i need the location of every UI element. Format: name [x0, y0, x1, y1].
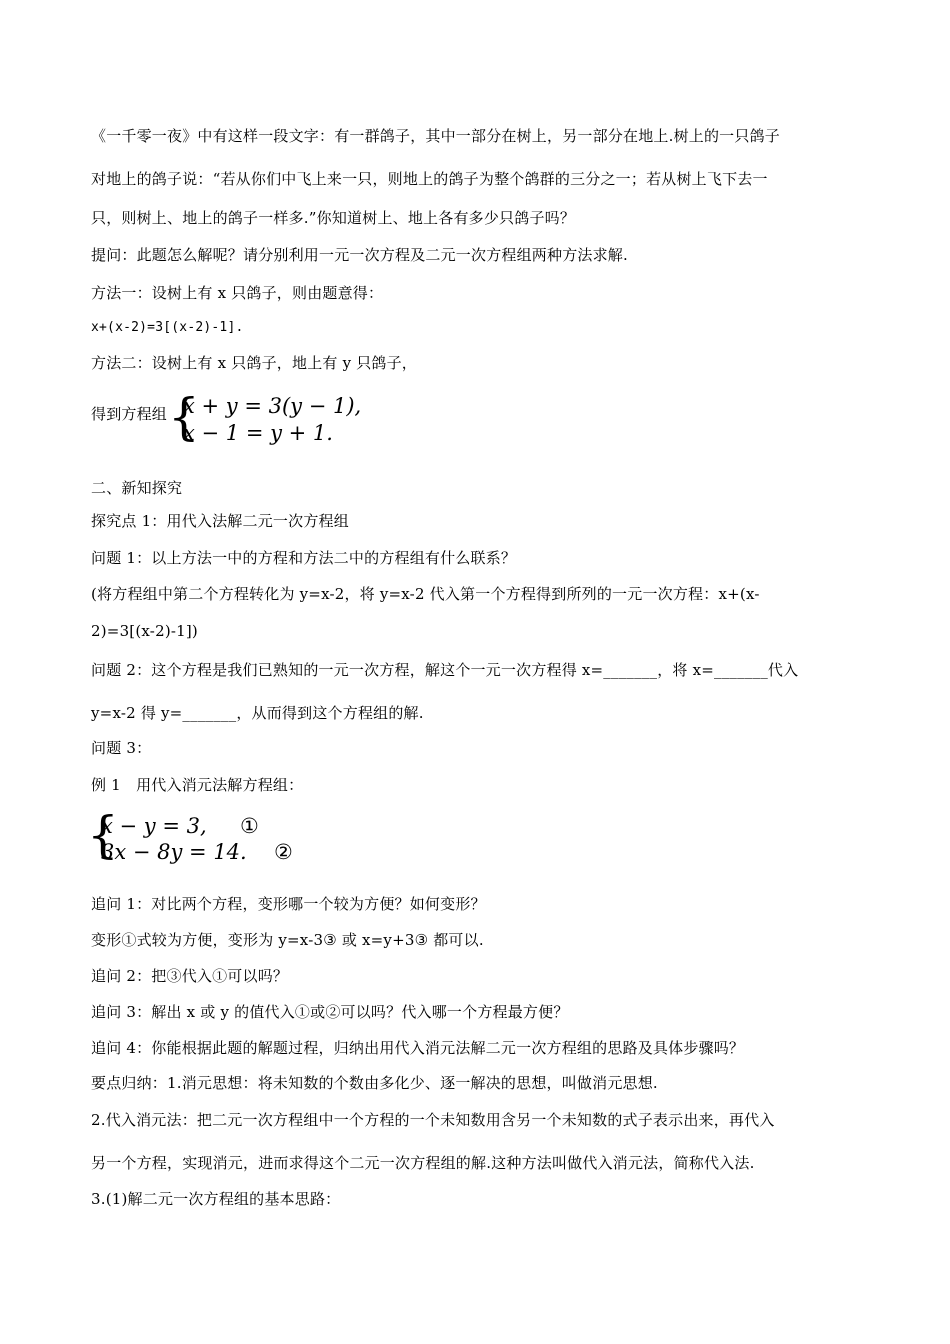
question-3: 问题 3： — [91, 739, 152, 757]
key-summary-1: 要点归纳：1.消元思想：将未知数的个数由多化少、逐一解决的思想，叫做消元思想. — [91, 1074, 658, 1092]
system-prefix: 得到方程组 — [91, 405, 168, 423]
follow-up-1-answer: 变形①式较为方便，变形为 y=x-3③ 或 x=y+3③ 都可以. — [91, 931, 484, 949]
example-1: 例 1 用代入消元法解方程组： — [91, 776, 304, 794]
intro-line-1: 《一千零一夜》中有这样一段文字：有一群鸽子，其中一部分在树上，另一部分在地上.树上的一只鸽子 — [91, 127, 780, 145]
section-title: 二、新知探究 — [91, 479, 183, 497]
key-summary-3: 3.(1)解二元一次方程组的基本思路： — [91, 1190, 341, 1208]
key-summary-2-line-1: 2.代入消元法：把二元一次方程组中一个方程的一个未知数用含另一个未知数的式子表示出来，再代入 — [91, 1111, 775, 1129]
system2-row2-mark: ② — [274, 840, 293, 864]
system1-row2: x − 1 = y + 1. — [183, 421, 333, 445]
system1-row1: x + y = 3(y − 1), — [183, 394, 362, 418]
follow-up-3: 追问 3：解出 x 或 y 的值代入①或②可以吗？代入哪一个方程最方便？ — [91, 1003, 569, 1021]
question-text: 提问：此题怎么解呢？请分别利用一元一次方程及二元一次方程组两种方法求解. — [91, 246, 628, 264]
left-brace-icon: { — [87, 806, 119, 864]
left-brace-icon: { — [168, 388, 200, 446]
follow-up-2: 追问 2：把③代入①可以吗？ — [91, 967, 289, 985]
follow-up-4: 追问 4：你能根据此题的解题过程，归纳出用代入消元法解二元一次方程组的思路及具体步骤吗？ — [91, 1039, 745, 1057]
method-two-text: 方法二：设树上有 x 只鸽子，地上有 y 只鸽子， — [91, 354, 418, 372]
system2-row2: 3x − 8y = 14. — [101, 840, 247, 864]
intro-line-2: 对地上的鸽子说：“若从你们中飞上来一只，则地上的鸽子为整个鸽群的三分之一；若从树上飞下去一 — [91, 170, 768, 188]
question-1: 问题 1：以上方法一中的方程和方法二中的方程组有什么联系？ — [91, 549, 517, 567]
equation-one: x+(x-2)=3[(x-2)-1]. — [91, 320, 244, 335]
question-2-line-1: 问题 2：这个方程是我们已熟知的一元一次方程，解这个一元一次方程得 x=_______，将 x=_______代入 — [91, 661, 799, 679]
intro-line-3: 只，则树上、地上的鸽子一样多.”你知道树上、地上各有多少只鸽子吗？ — [91, 209, 576, 227]
follow-up-1: 追问 1：对比两个方程，变形哪一个较为方便？如何变形？ — [91, 895, 486, 913]
question-2-line-2: y=x-2 得 y=_______，从而得到这个方程组的解. — [91, 704, 424, 722]
system2-row1-mark: ① — [240, 814, 259, 838]
method-one-text: 方法一：设树上有 x 只鸽子，则由题意得： — [91, 284, 384, 302]
question-1-answer-line-2: 2)=3[(x-2)-1]) — [91, 622, 198, 640]
system2-row1: x − y = 3, — [101, 814, 207, 838]
explore-point-1: 探究点 1：用代入法解二元一次方程组 — [91, 512, 349, 530]
question-1-answer-line-1: (将方程组中第二个方程转化为 y=x-2，将 y=x-2 代入第一个方程得到所列的一元一次方程：x+(x- — [91, 585, 760, 603]
key-summary-2-line-2: 另一个方程，实现消元，进而求得这个二元一次方程组的解.这种方法叫做代入消元法，简称代入法. — [91, 1154, 755, 1172]
